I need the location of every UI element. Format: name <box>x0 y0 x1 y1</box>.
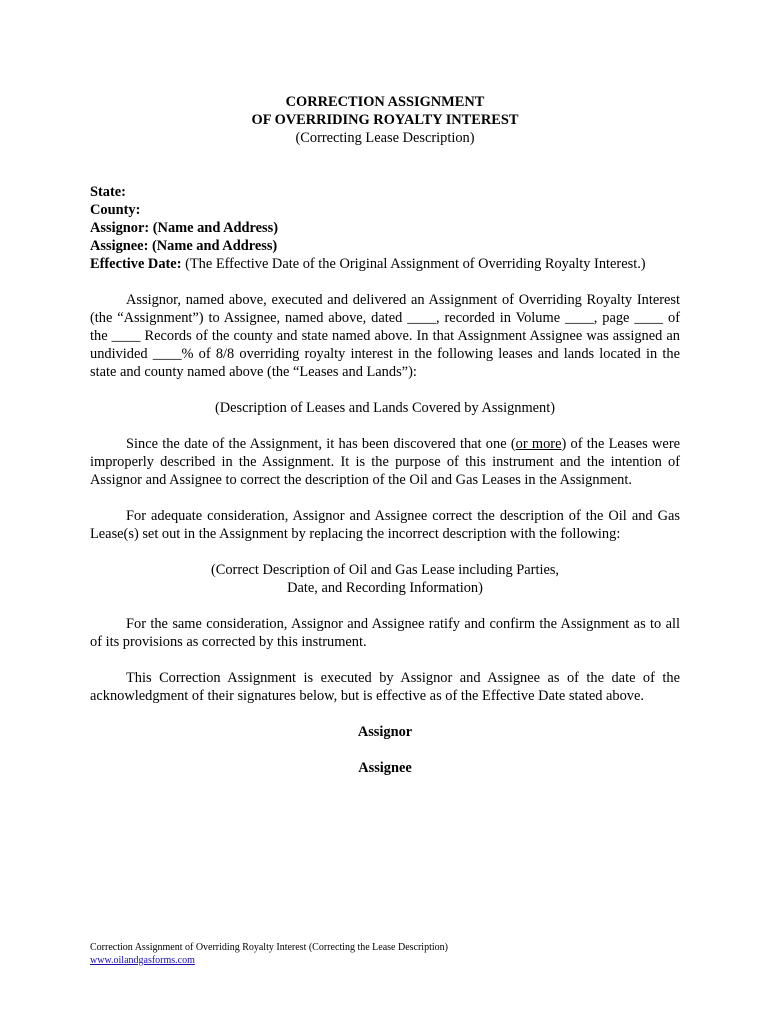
correct-description-placeholder <box>90 561 680 597</box>
paragraph-discovery-end: ) of the Leases were improperly described in the Assignment. It is the purpose of this instrument and the intention of Assignor and Assignee to correct the description of the Oil and Gas Leases in the Assignment. <box>90 436 680 488</box>
assignee-signature-label: Assignee <box>358 760 412 776</box>
correct-description-line-1: (Correct Description of Oil and Gas Lease including Parties, <box>210 562 560 578</box>
paragraph-ratification: For the same consideration, Assignor and Assignee ratify and confirm the Assignment as to all of its provisions as corrected by this instrument. <box>90 616 680 650</box>
assignor-signature-label: Assignor <box>357 724 413 740</box>
effective-date-line <box>90 255 680 273</box>
header-fields <box>90 183 680 273</box>
paragraph-correction: For adequate consideration, Assignor and Assignee correct the description of the Oil and Gas Lease(s) set out in the Assignment by replacing the incorrect description with the following: <box>90 508 680 542</box>
effective-date-value: (The Effective Date of the Original Assignment of Overriding Royalty Interest.) <box>181 256 646 272</box>
document-subtitle: (Correcting Lease Description) <box>295 130 475 146</box>
footer-text: Correction Assignment of Overriding Royalty Interest (Correcting the Lease Description) <box>90 942 448 953</box>
correct-description-line-2: Date, and Recording Information) <box>287 580 483 596</box>
document-title-line-1: CORRECTION ASSIGNMENT <box>285 94 485 110</box>
paragraph-execution: This Correction Assignment is executed by Assignor and Assignee as of the date of the acknowledgment of their signatures below, but is effective as of the Effective Date stated above. <box>90 670 680 704</box>
county-label: County: <box>90 202 141 218</box>
assignee-label: Assignee: (Name and Address) <box>90 238 278 254</box>
document-title-line-2: OF OVERRIDING ROYALTY INTEREST <box>251 112 519 128</box>
paragraph-assignment-recital: Assignor, named above, executed and delivered an Assignment of Overriding Royalty Interest (the “Assignment”) to Assignee, named above, dated ____, recorded in Volume ____, page ____ of the ____ Records of the county and state named above. In that Assignment Assignee was assigned an undivided ____% of 8/8 overriding royalty interest in the following leases and lands located in the state and county named above (the “Leases and Lands”): <box>90 292 680 380</box>
paragraph-discovery-start: Since the date of the Assignment, it has been discovered that one ( <box>126 436 516 452</box>
leases-description-text: (Description of Leases and Lands Covered by Assignment) <box>214 400 556 416</box>
assignor-label: Assignor: (Name and Address) <box>90 220 279 236</box>
document-title-block <box>90 93 680 147</box>
footer-website-link[interactable]: www.oilandgasforms.com <box>90 955 195 966</box>
or-more-underlined: or more <box>515 436 562 452</box>
effective-date-label: Effective Date: <box>90 256 182 272</box>
page-footer <box>90 941 448 967</box>
state-label: State: <box>90 184 126 200</box>
leases-description-placeholder <box>90 399 680 417</box>
document-page <box>90 93 680 777</box>
paragraph-discovery <box>90 435 680 489</box>
